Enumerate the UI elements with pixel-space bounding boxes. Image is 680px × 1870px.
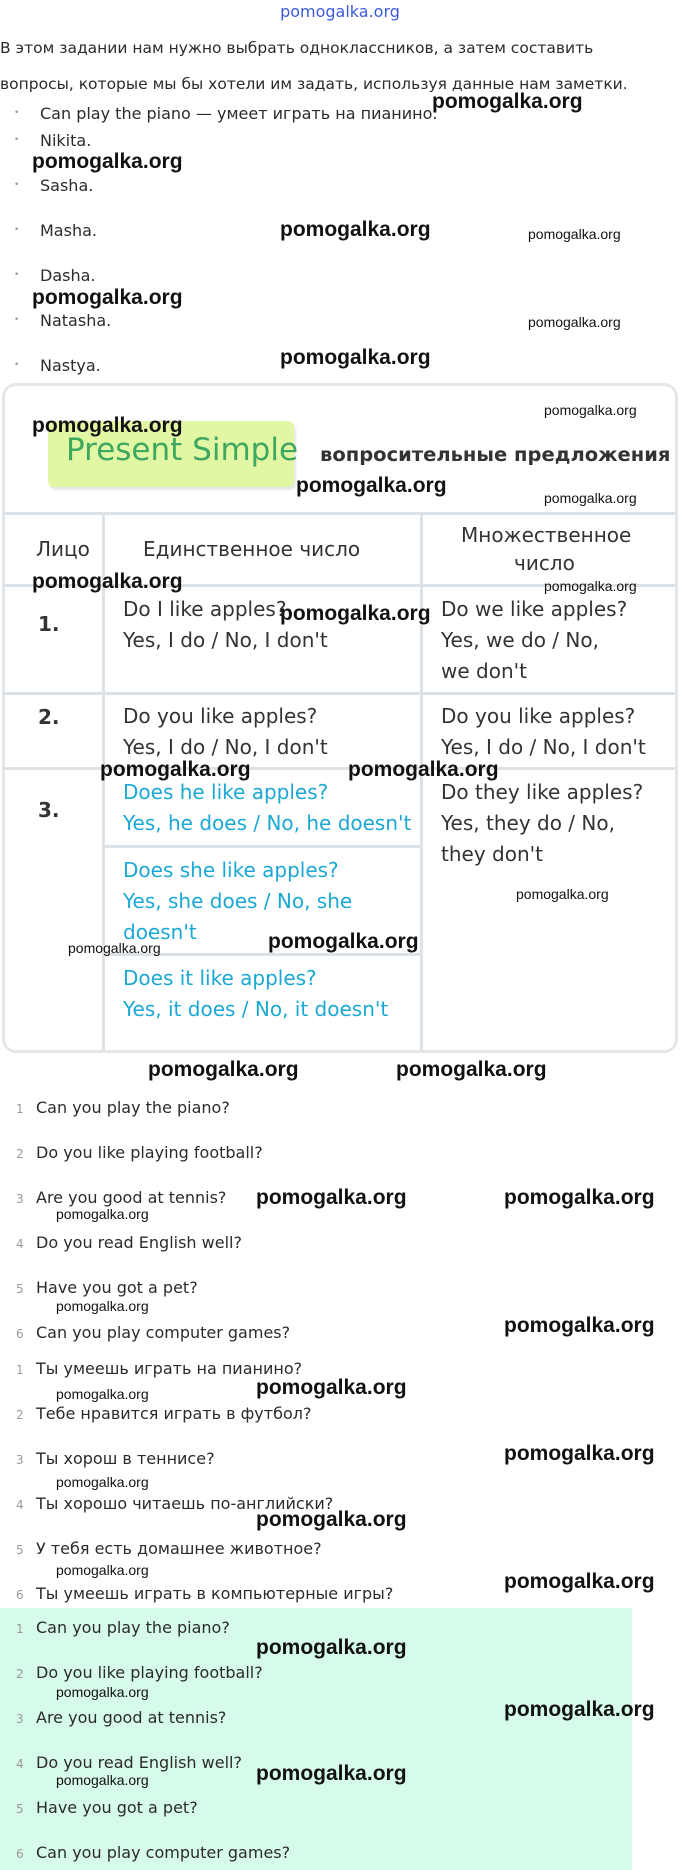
list-item-number: 5 xyxy=(16,1543,24,1557)
list-item: Sasha. xyxy=(40,176,94,195)
table-cell: Do we like apples? Yes, we do / No, we don't xyxy=(441,597,628,683)
table-title: вопросительные предложения xyxy=(320,443,671,466)
watermark: pomogalka.org xyxy=(504,1314,655,1337)
watermark: pomogalka.org xyxy=(56,1684,149,1700)
list-item: Can play the piano — умеет играть на пианино. xyxy=(40,104,438,123)
bullet-dot: • xyxy=(14,270,20,280)
list-item: У тебя есть домашнее животное? xyxy=(36,1539,322,1558)
watermark: pomogalka.org xyxy=(396,1058,547,1081)
list-item: Natasha. xyxy=(40,311,112,330)
watermark: pomogalka.org xyxy=(256,1376,407,1399)
list-item: Тебе нравится играть в футбол? xyxy=(36,1404,312,1423)
table-cell: Do you like apples? Yes, I do / No, I don't xyxy=(441,704,646,759)
watermark: pomogalka.org xyxy=(56,1386,149,1402)
bullet-dot: • xyxy=(14,135,20,145)
watermark: pomogalka.org xyxy=(516,886,609,902)
watermark: pomogalka.org xyxy=(280,346,431,369)
watermark: pomogalka.org xyxy=(32,570,183,593)
list-item: Ты хорош в теннисе? xyxy=(36,1449,215,1468)
bullet-dot: • xyxy=(14,180,20,190)
list-item-number: 6 xyxy=(16,1588,24,1602)
watermark: pomogalka.org xyxy=(32,286,183,309)
watermark: pomogalka.org xyxy=(56,1474,149,1490)
list-item: Can you play the piano? xyxy=(36,1098,230,1117)
list-item: Do you read English well? xyxy=(36,1233,242,1252)
list-item-number: 2 xyxy=(16,1147,24,1161)
watermark: pomogalka.org xyxy=(256,1186,407,1209)
watermark: pomogalka.org xyxy=(56,1772,149,1788)
table-cell-she: Does she like apples? Yes, she does / No, she doesn't xyxy=(123,858,353,944)
row-number: 2. xyxy=(38,705,60,729)
list-item-number: 3 xyxy=(16,1192,24,1206)
watermark: pomogalka.org xyxy=(528,226,621,242)
watermark: pomogalka.org xyxy=(268,930,419,953)
watermark: pomogalka.org xyxy=(256,1762,407,1785)
list-item: Ты умеешь играть в компьютерные игры? xyxy=(36,1584,394,1603)
watermark: pomogalka.org xyxy=(56,1298,149,1314)
list-item: Do you like playing football? xyxy=(36,1143,263,1162)
site-header-link[interactable]: pomogalka.org xyxy=(280,2,400,21)
watermark: pomogalka.org xyxy=(504,1570,655,1593)
watermark: pomogalka.org xyxy=(280,602,431,625)
list-item: Ты умеешь играть на пианино? xyxy=(36,1359,303,1378)
table-cell-he: Does he like apples? Yes, he does / No, he doesn't xyxy=(123,780,412,835)
watermark: pomogalka.org xyxy=(544,490,637,506)
list-item-number: 6 xyxy=(16,1327,24,1341)
watermark: pomogalka.org xyxy=(544,402,637,418)
list-item-number: 4 xyxy=(16,1498,24,1512)
intro-paragraph: В этом задании нам нужно выбрать одноклассников, а затем составить вопросы, которые мы бы хотели им задать, используя данные нам заметки. xyxy=(0,39,628,93)
list-item-number: 1 xyxy=(16,1622,24,1636)
header-singular: Единственное число xyxy=(143,537,361,561)
list-item-number: 1 xyxy=(16,1102,24,1116)
watermark: pomogalka.org xyxy=(348,758,499,781)
watermark: pomogalka.org xyxy=(100,758,251,781)
header-plural-line2: число xyxy=(514,551,575,575)
list-item-number: 6 xyxy=(16,1847,24,1861)
watermark: pomogalka.org xyxy=(256,1636,407,1659)
watermark: pomogalka.org xyxy=(432,90,583,113)
header-plural-line1: Множественное xyxy=(461,523,632,547)
table-cell-it: Does it like apples? Yes, it does / No, it doesn't xyxy=(123,966,389,1021)
table-divider xyxy=(105,845,421,848)
bullet-dot: • xyxy=(14,360,20,370)
table-cell: Do I like apples? Yes, I do / No, I don't xyxy=(123,597,328,652)
list-item: Nastya. xyxy=(40,356,101,375)
watermark: pomogalka.org xyxy=(56,1562,149,1578)
bullet-dot: • xyxy=(14,225,20,235)
table-cell: Do you like apples? Yes, I do / No, I don't xyxy=(123,704,328,759)
watermark: pomogalka.org xyxy=(296,474,447,497)
watermark: pomogalka.org xyxy=(148,1058,299,1081)
list-item: Masha. xyxy=(40,221,97,240)
row-number: 1. xyxy=(38,612,60,636)
bullet-dot: • xyxy=(14,315,20,325)
list-item-number: 4 xyxy=(16,1237,24,1251)
list-item: Dasha. xyxy=(40,266,96,285)
watermark: pomogalka.org xyxy=(504,1698,655,1721)
list-item-number: 2 xyxy=(16,1667,24,1681)
header-person: Лицо xyxy=(36,537,90,561)
list-item: Are you good at tennis? xyxy=(36,1188,227,1207)
list-item: Ты хорошо читаешь по-английски? xyxy=(36,1494,334,1513)
list-item: Can you play computer games? xyxy=(36,1843,291,1862)
watermark: pomogalka.org xyxy=(528,314,621,330)
table-cell: Do they like apples? Yes, they do / No, they don't xyxy=(441,780,644,866)
watermark: pomogalka.org xyxy=(504,1442,655,1465)
list-item-number: 3 xyxy=(16,1453,24,1467)
watermark: pomogalka.org xyxy=(544,578,637,594)
list-item-number: 5 xyxy=(16,1282,24,1296)
list-item: Can you play computer games? xyxy=(36,1323,291,1342)
list-item: Have you got a pet? xyxy=(36,1798,198,1817)
list-item-number: 1 xyxy=(16,1363,24,1377)
watermark: pomogalka.org xyxy=(256,1508,407,1531)
list-item: Are you good at tennis? xyxy=(36,1708,227,1727)
watermark: pomogalka.org xyxy=(32,150,183,173)
bullet-dot: • xyxy=(14,108,20,118)
list-item-number: 2 xyxy=(16,1408,24,1422)
list-item-number: 5 xyxy=(16,1802,24,1816)
watermark: pomogalka.org xyxy=(56,1206,149,1222)
list-item-number: 4 xyxy=(16,1757,24,1771)
list-item-number: 3 xyxy=(16,1712,24,1726)
row-number: 3. xyxy=(38,798,60,822)
list-item: Nikita. xyxy=(40,131,92,150)
list-item: Can you play the piano? xyxy=(36,1618,230,1637)
present-simple-label: Present Simple xyxy=(66,432,299,468)
list-item: Do you read English well? xyxy=(36,1753,242,1772)
watermark: pomogalka.org xyxy=(32,414,183,437)
watermark: pomogalka.org xyxy=(68,940,161,956)
list-item: Do you like playing football? xyxy=(36,1663,263,1682)
watermark: pomogalka.org xyxy=(280,218,431,241)
watermark: pomogalka.org xyxy=(504,1186,655,1209)
list-item: Have you got a pet? xyxy=(36,1278,198,1297)
